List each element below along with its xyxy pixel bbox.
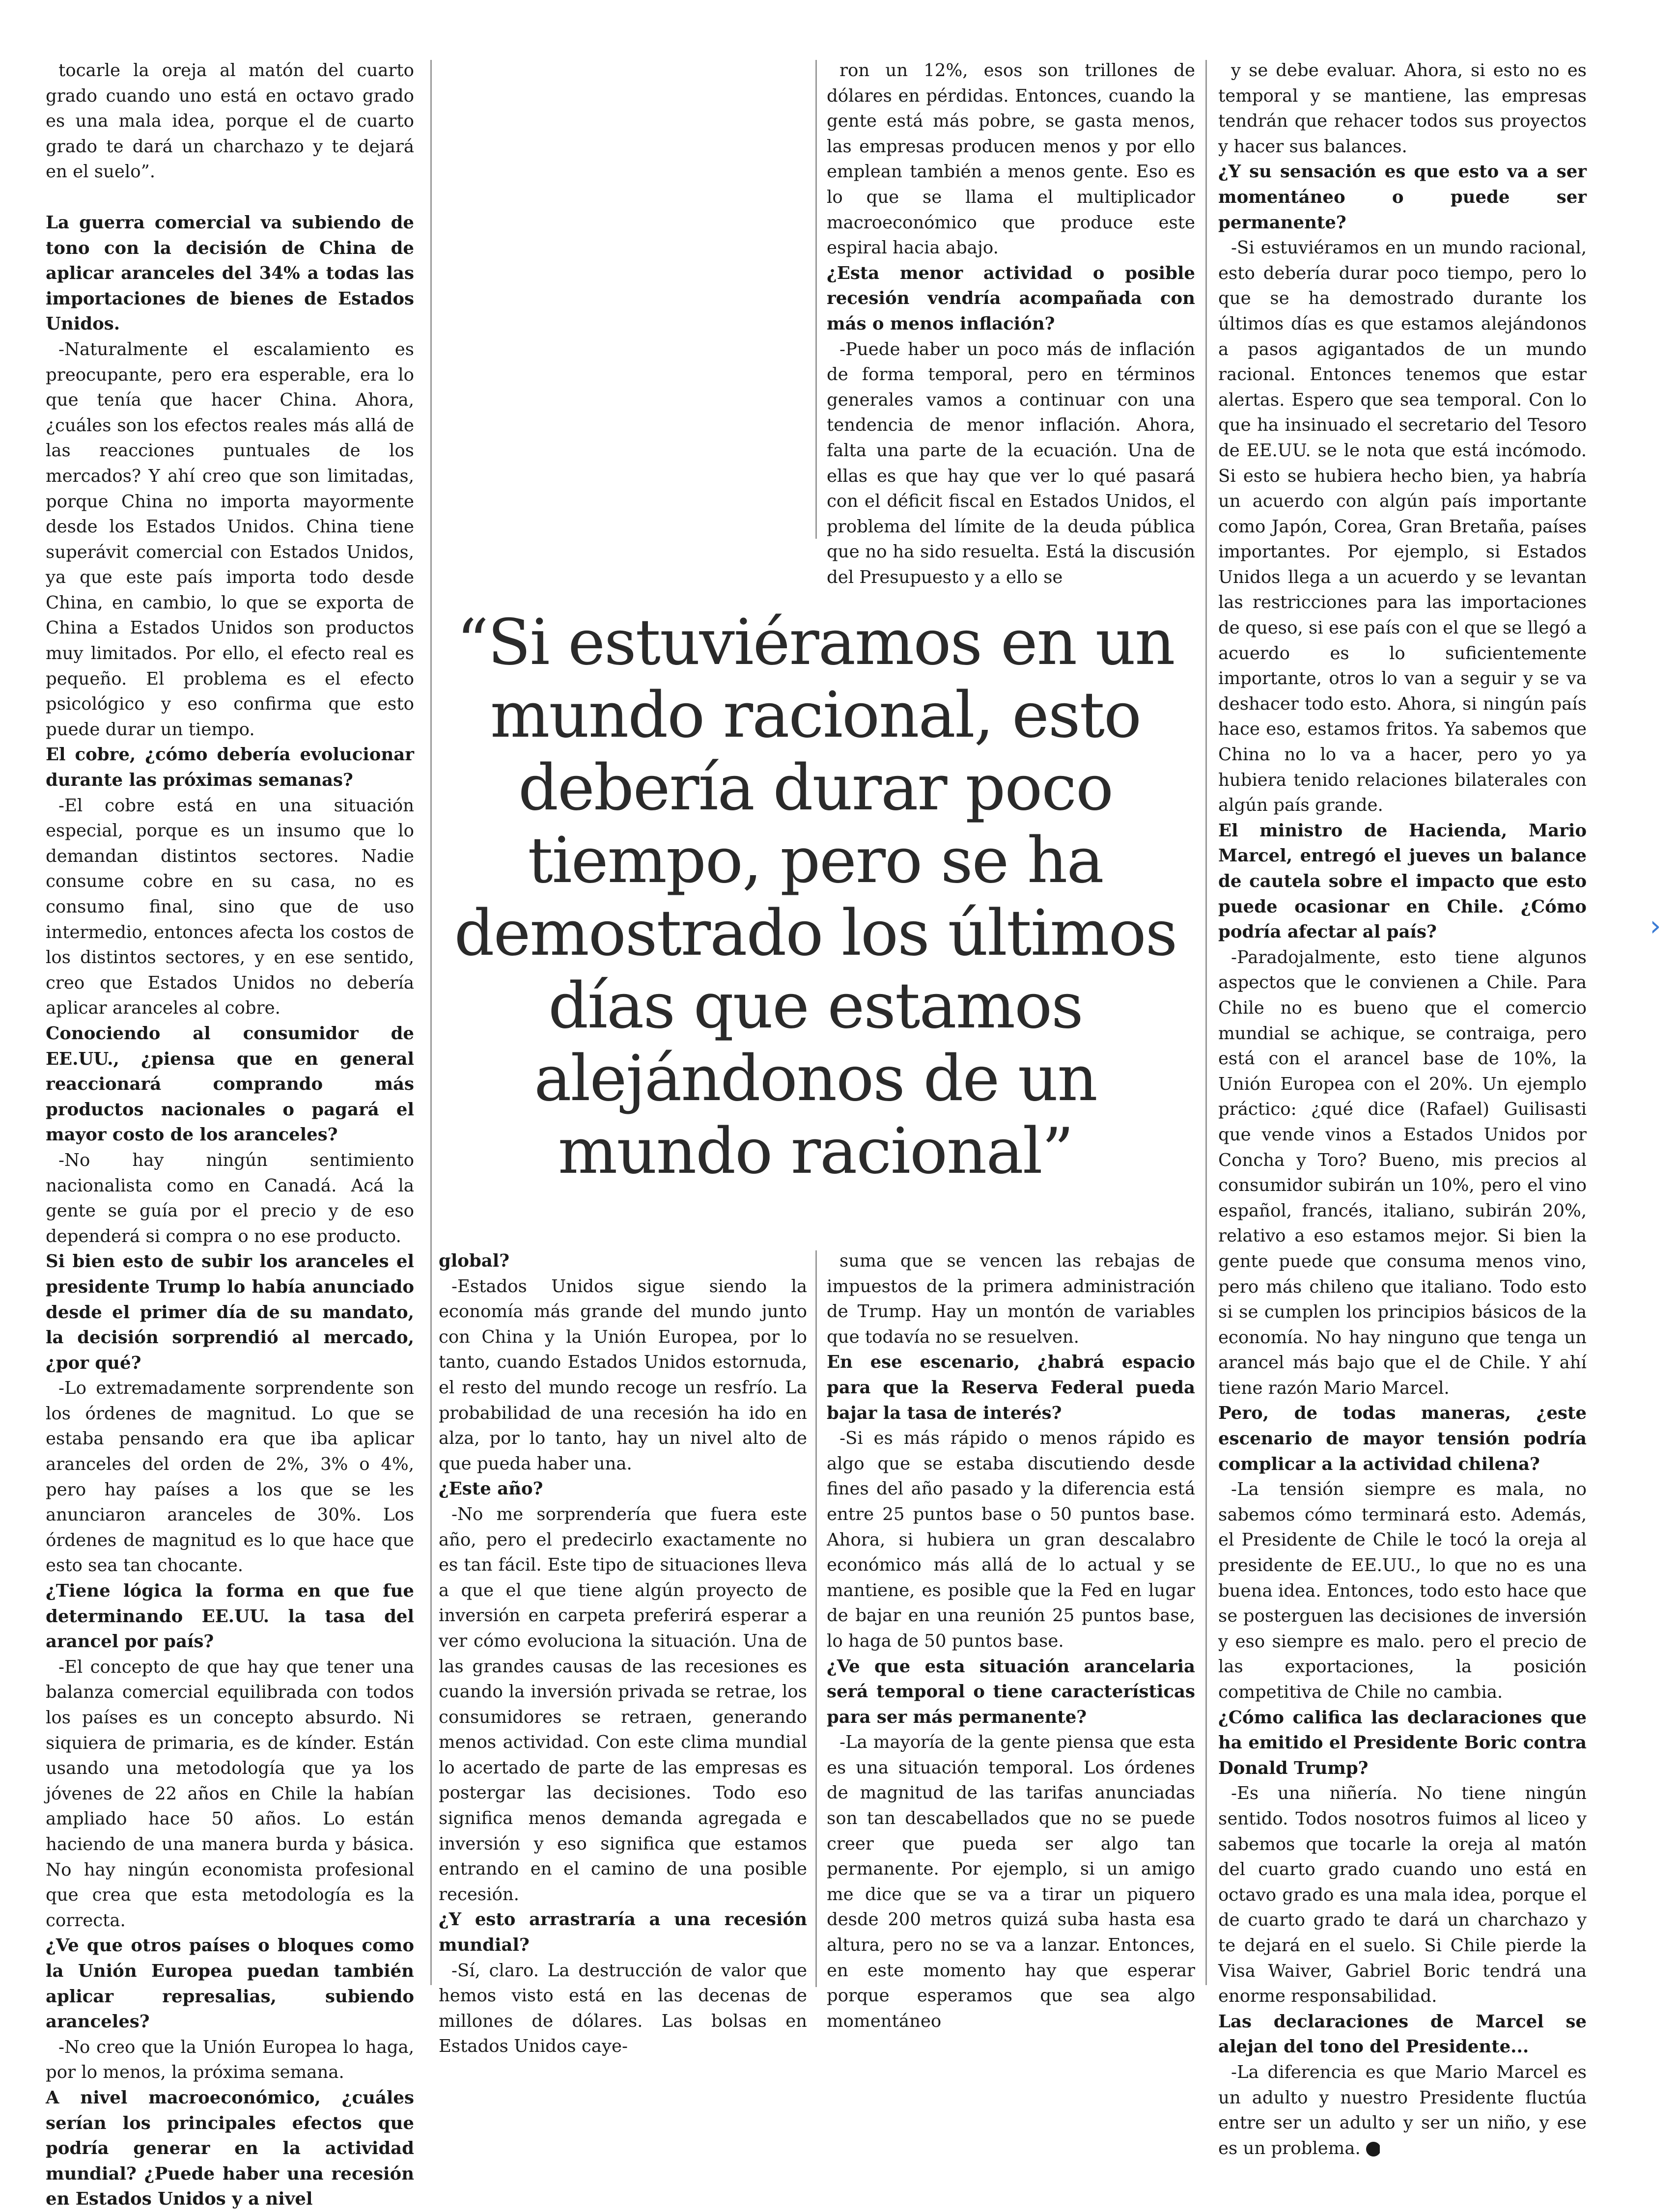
next-page-arrow-icon[interactable]: › bbox=[1650, 909, 1661, 942]
question-paragraph: El cobre, ¿cómo debería evolucionar durante las próximas semanas? bbox=[46, 745, 414, 791]
answer-paragraph: -Lo extremadamente sorprendente son los órdenes de magnitud. Lo que se estaba pensando era que iba aplicar aranceles del orden de 2%, 3% o 4%, pero hay países a los que se les anunciaron aranceles de 30%. Los órdenes de magnitud es lo que hace que esto sea tan chocante. bbox=[46, 1378, 414, 1576]
answer-paragraph: tocarle la oreja al matón del cuarto grado cuando uno está en octavo grado es una mala idea, porque el de cuarto grado te dará un charchazo y te dejará en el suelo”. bbox=[46, 60, 414, 182]
answer-paragraph: y se debe evaluar. Ahora, si esto no es temporal y se mantiene, las empresas tendrán que rehacer todos sus proyectos y hacer sus balances. bbox=[1218, 60, 1587, 157]
column-divider-1 bbox=[430, 60, 432, 1985]
answer-paragraph: -Paradojalmente, esto tiene algunos aspectos que le convienen a Chile. Para Chile no es bueno que el comercio mundial se achique, se contraiga, pero está con el arancel base de 10%, la Unión Europea con el 20%. Un ejemplo práctico: ¿qué dice (Rafael) Guilisasti que vende vinos a Estados Unidos por Concha y Toro? Bueno, mis precios al consumidor subirán un 10%, pero el vino español, francés, italiano, subirán 20%, relativo a eso estamos mejor. Si bien la gente puede que consuma menos vino, pero más chileno que italiano. Todo esto si se cumplen los principios básicos de la economía. No hay ninguno que tenga un arancel más bajo que el de Chile. Y ahí tiene razón Mario Marcel. bbox=[1218, 947, 1587, 1398]
question-paragraph: ¿Cómo califica las declaraciones que ha emitido el Presidente Boric contra Donald Trump? bbox=[1218, 1707, 1587, 1778]
answer-paragraph: -La mayoría de la gente piensa que esta es una situación temporal. Los órdenes de magnitud de las tarifas anunciadas son tan descabellados que no se puede creer que pueda ser algo tan permanente. Por ejemplo, si un amigo me dice que se va a tirar un piquero desde 200 metros quizá suba hasta esa altura, pero no se va a lanzar. Entonces, en este momento hay que esperar porque esperamos que sea algo momentáneo bbox=[827, 1732, 1195, 2031]
answer-paragraph: suma que se vencen las rebajas de impuestos de la primera administración de Trump. Hay un montón de variables que todavía no se resuelven. bbox=[827, 1251, 1195, 1347]
question-paragraph: ¿Y su sensación es que esto va a ser momentáneo o puede ser permanente? bbox=[1218, 162, 1587, 233]
answer-paragraph: -El concepto de que hay que tener una balanza comercial equilibrada con todos los países es un concepto absurdo. Ni siquiera de primaria, es de kínder. Están usando una metodología que ya los jóvenes de 22 años en Chile la habían ampliado hace 50 años. Lo están haciendo de una manera burda y básica. No hay ningún economista profesional que crea que esta metodología es la correcta. bbox=[46, 1657, 414, 1931]
answer-paragraph: -No creo que la Unión Europea lo haga, por lo menos, la próxima semana. bbox=[46, 2037, 414, 2083]
column-divider-3 bbox=[1205, 60, 1207, 1985]
question-paragraph: En ese escenario, ¿habrá espacio para que la Reserva Federal pueda bajar la tasa de interés? bbox=[827, 1352, 1195, 1423]
question-paragraph: ¿Esta menor actividad o posible recesión vendría acompañada con más o menos inflación? bbox=[827, 263, 1195, 334]
answer-paragraph: -No hay ningún sentimiento nacionalista como en Canadá. Acá la gente se guía por el precio y de eso dependerá si compra o no ese producto. bbox=[46, 1150, 414, 1246]
question-paragraph: ¿Este año? bbox=[439, 1479, 543, 1499]
question-paragraph: ¿Ve que otros países o bloques como la Unión Europea puedan también aplicar represalias, subiendo aranceles? bbox=[46, 1936, 414, 2032]
answer-paragraph: -Sí, claro. La destrucción de valor que hemos visto está en las decenas de millones de dólares. Las bolsas en Estados Unidos caye- bbox=[439, 1960, 807, 2057]
article-column-2-bottom bbox=[439, 1248, 807, 2057]
question-paragraph: Conociendo al consumidor de EE.UU., ¿piensa que en general reaccionará comprando más productos nacionales o pagará el mayor costo de los aranceles? bbox=[46, 1023, 414, 1145]
question-paragraph: ¿Y esto arrastraría a una recesión mundial? bbox=[439, 1909, 807, 1956]
answer-paragraph: -Si estuviéramos en un mundo racional, esto debería durar poco tiempo, pero lo que se ha demostrado durante los últimos días es que estamos alejándonos a pasos agigantados de un mundo racional. Entonces tenemos que estar alertas. Espero que sea temporal. Con lo que ha insinuado el secretario del Tesoro de EE.UU. se le nota que está incómodo. Si esto se hubiera hecho bien, ya habría un acuerdo con algún país importante como Japón, Corea, Gran Bretaña, países importantes. Por ejemplo, si Estados Unidos llega a un acuerdo y se levantan las restricciones para las importaciones de queso, si ese país con el que se llegó a acuerdo es lo suficientemente importante, otros lo van a seguir y se va deshacer todo esto. Ahora, si ningún país hace eso, estamos fritos. Ya sabemos que China no lo va a hacer, pero yo ya hubiera tenido relaciones bilaterales con algún país grande. bbox=[1218, 238, 1587, 816]
answer-paragraph: -Estados Unidos sigue siendo la economía más grande del mundo junto con China y la Unión Europea, por lo tanto, cuando Estados Unidos estornuda, el resto del mundo recoge un resfrío. La probabilidad de una recesión ha ido en alza, por lo tanto, hay un nivel alto de que pueda haber una. bbox=[439, 1276, 807, 1474]
answer-paragraph: -La diferencia es que Mario Marcel es un adulto y nuestro Presidente fluctúa entre ser un adulto y ser un niño, y ese es un problema. P bbox=[1218, 2062, 1587, 2158]
answer-paragraph: -No me sorprendería que fuera este año, pero el predecirlo exactamente no es tan fácil. Este tipo de situaciones lleva a que el que tiene algún proyecto de inversión en carpeta preferirá esperar a ver cómo evoluciona la situación. Una de las grandes causas de las recesiones es cuando la inversión privada se retrae, los consumidores se retraen, generando menos actividad. Con este clima mundial lo acertado de parte de las empresas es postergar las decisiones. Todo eso significa menos demanda agregada e inversión y eso significa que estamos entrando en el camino de una posible recesión. bbox=[439, 1504, 807, 1905]
question-paragraph: A nivel macroeconómico, ¿cuáles serían los principales efectos que podría generar en la actividad mundial? ¿Puede haber una recesión en Estados Unidos y a nivel bbox=[46, 2087, 414, 2210]
question-paragraph: global? bbox=[439, 1251, 510, 1271]
answer-paragraph: -Es una niñería. No tiene ningún sentido. Todos nosotros fuimos al liceo y sabemos que tocarle la oreja al matón del cuarto grado cuando uno está en octavo grado es una mala idea, porque el de cuarto grado te dará un charchazo y te dejará en el suelo. Si Chile pierde la Visa Waiver, Gabriel Boric tendrá una enorme responsabilidad. bbox=[1218, 1783, 1587, 2007]
question-paragraph: Si bien esto de subir los aranceles el presidente Trump lo había anunciado desde el primer día de su mandato, la decisión sorprendió al mercado, ¿por qué? bbox=[46, 1251, 414, 1373]
question-paragraph: La guerra comercial va subiendo de tono con la decisión de China de aplicar aranceles del 34% a todas las importaciones de bienes de Estados Unidos. bbox=[46, 212, 414, 334]
answer-paragraph: -El cobre está en una situación especial, porque es un insumo que lo demandan distintos sectores. Nadie consume cobre en su casa, no es consumo final, sino que de uso intermedio, entonces afecta los costos de los distintos sectores, y en ese sentido, creo que Estados Unidos no debería aplicar aranceles al cobre. bbox=[46, 795, 414, 1019]
article-column-2-top bbox=[827, 58, 1195, 587]
pull-quote: “Si estuviéramos en un mundo racional, esto debería durar poco tiempo, pero se ha demostrado los últimos días que estamos alejándonos de un mundo racional” bbox=[454, 606, 1177, 1188]
article-column-1 bbox=[46, 58, 414, 2210]
article-column-3-bottom bbox=[827, 1248, 1195, 2031]
question-paragraph: ¿Tiene lógica la forma en que fue determinando EE.UU. la tasa del arancel por país? bbox=[46, 1581, 414, 1652]
answer-paragraph: ron un 12%, esos son trillones de dólares en pérdidas. Entonces, cuando la gente está más pobre, se gasta menos, las empresas producen menos y por ello emplean también a menos gente. Eso es lo que se llama el multiplicador macroeconómico que produce este espiral hacia abajo. bbox=[827, 60, 1195, 258]
question-paragraph: Pero, de todas maneras, ¿este escenario de mayor tensión podría complicar a la actividad chilena? bbox=[1218, 1403, 1587, 1474]
end-of-article-icon: P bbox=[1366, 2142, 1381, 2157]
answer-paragraph: -Naturalmente el escalamiento es preocupante, pero era esperable, era lo que tenía que hacer China. Ahora, ¿cuáles son los efectos reales más allá de las reacciones puntuales de los mercados? Y ahí creo que son limitadas, porque China no importa mayormente desde los Estados Unidos. China tiene superávit comercial con Estados Unidos, ya que este país importa todo desde China, en cambio, lo que se exporta de China a Estados Unidos son productos muy limitados. Por ello, el efecto real es pequeño. El problema es el efecto psicológico y eso confirma que esto puede durar un tiempo. bbox=[46, 339, 414, 740]
question-paragraph: ¿Ve que esta situación arancelaria será temporal o tiene características para ser más permanente? bbox=[827, 1656, 1195, 1727]
answer-paragraph: -Puede haber un poco más de inflación de forma temporal, pero en términos generales vamos a continuar con una tendencia de menor inflación. Ahora, falta una parte de la ecuación. Una de ellas es que hay que ver lo qué pasará con el déficit fiscal en Estados Unidos, el problema del límite de la deuda pública que no ha sido resuelta. Está la discusión del Presupuesto y a ello se bbox=[827, 339, 1195, 587]
answer-paragraph: -Si es más rápido o menos rápido es algo que se estaba discutiendo desde fines del año pasado y la diferencia está entre 25 puntos base o 50 puntos base. Ahora, si hubiera un gran descalabro económico más allá de lo actual y se mantiene, es posible que la Fed en lugar de bajar en una reunión 25 puntos base, lo haga de 50 puntos base. bbox=[827, 1428, 1195, 1651]
article-column-4 bbox=[1218, 58, 1587, 2158]
column-divider-2-top bbox=[815, 60, 817, 539]
column-divider-2-bottom bbox=[815, 1250, 817, 1987]
question-paragraph: Las declaraciones de Marcel se alejan del tono del Presidente... bbox=[1218, 2011, 1587, 2057]
question-paragraph: El ministro de Hacienda, Mario Marcel, entregó el jueves un balance de cautela sobre el impacto que esto puede ocasionar en Chile. ¿Cómo podría afectar al país? bbox=[1218, 820, 1587, 942]
answer-paragraph: -La tensión siempre es mala, no sabemos cómo terminará esto. Además, el Presidente de Chile le tocó la oreja al presidente de EE.UU., lo que no es una buena idea. Entonces, todo esto hace que se posterguen las decisiones de inversión y eso siempre es malo. pero el precio de las exportaciones, la posición competitiva de Chile no cambia. bbox=[1218, 1479, 1587, 1702]
